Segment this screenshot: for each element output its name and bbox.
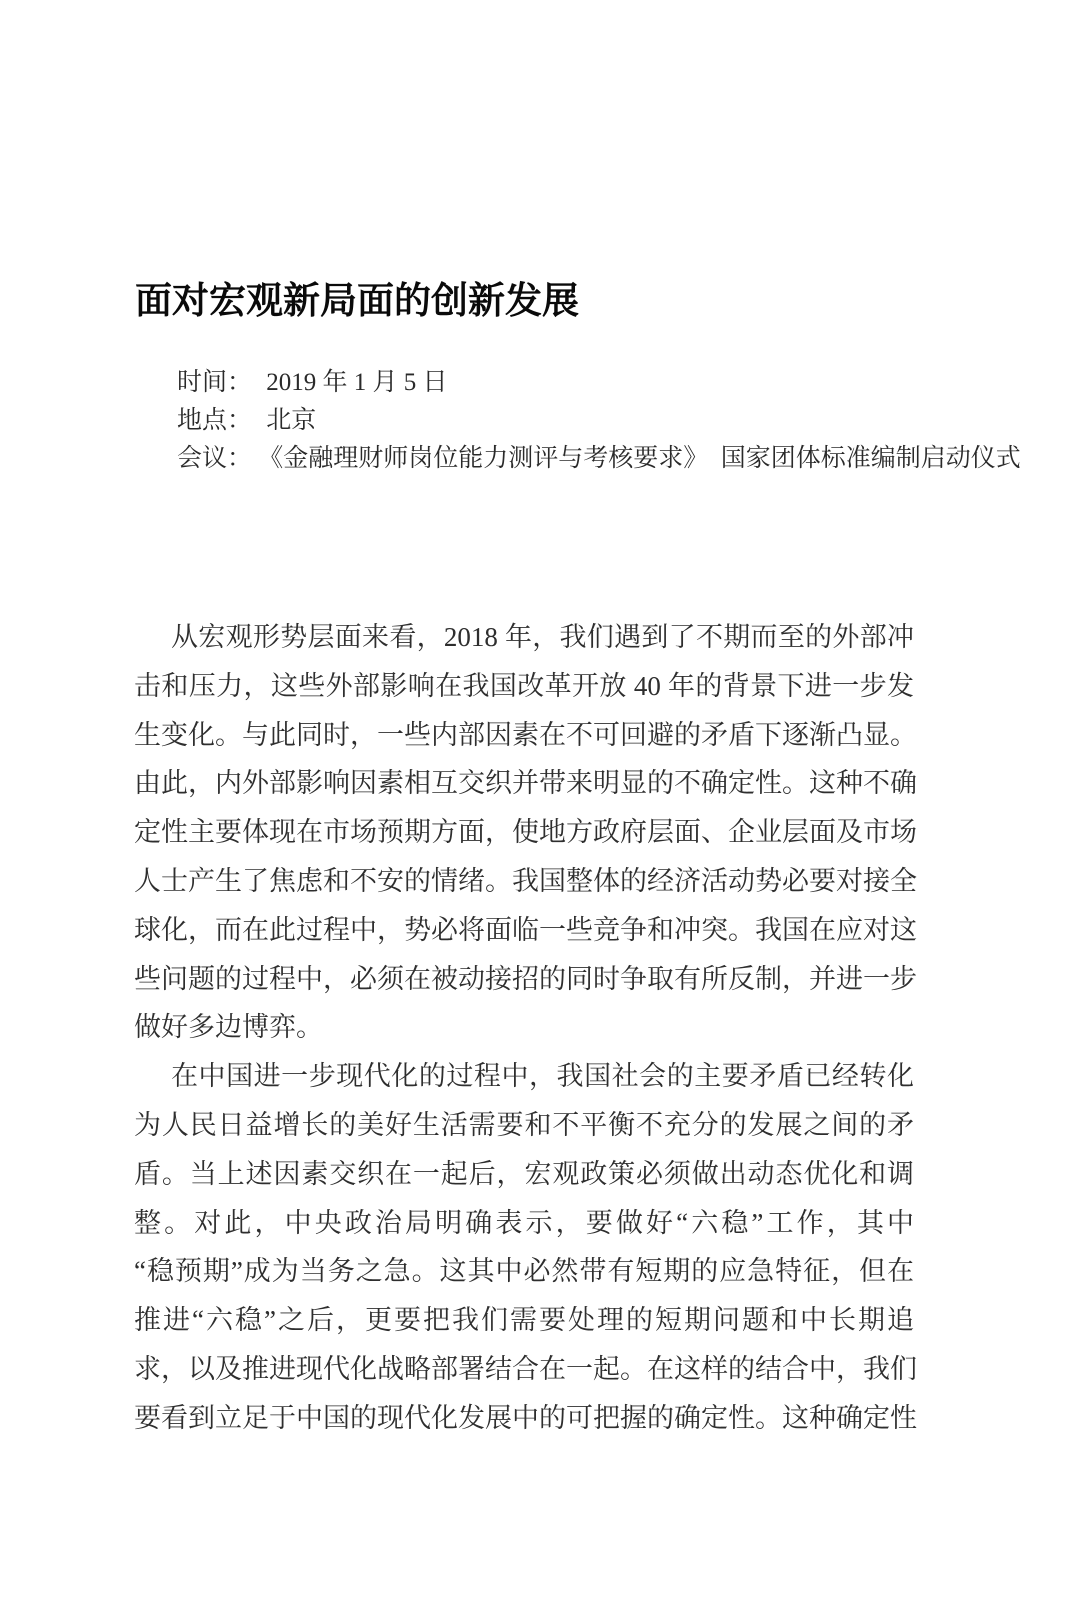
meta-row-meeting bbox=[177, 440, 1021, 478]
text-line: 在中国进一步现代化的过程中，我国社会的主要矛盾已经转化 bbox=[171, 1061, 914, 1092]
text-line: 为人民日益增长的美好生活需要和不平衡不充分的发展之间的矛 bbox=[134, 1109, 914, 1140]
text-line: 些问题的过程中，必须在被动接招的同时争取有所反制，并进一步 bbox=[134, 963, 917, 994]
meta-place-label: 地点： bbox=[177, 407, 253, 434]
paragraph-1 bbox=[134, 613, 917, 1052]
meta-meeting-value: 《金融理财师岗位能力测评与考核要求》 国家团体标准编制启动仪式 bbox=[258, 445, 1021, 472]
text-line: 推进“六稳”之后，更要把我们需要处理的短期问题和中长期追 bbox=[134, 1305, 914, 1336]
text-line: “稳预期”成为当务之急。这其中必然带有短期的应急特征，但在 bbox=[134, 1256, 914, 1287]
meta-time-label: 时间： bbox=[177, 369, 253, 396]
text-line: 定性主要体现在市场预期方面，使地方政府层面、企业层面及市场 bbox=[134, 817, 917, 848]
text-line: 要看到立足于中国的现代化发展中的可把握的确定性。这种确定性 bbox=[134, 1402, 917, 1433]
body-text bbox=[134, 613, 917, 1443]
meta-place-value: 北京 bbox=[266, 407, 317, 434]
text-line: 击和压力，这些外部影响在我国改革开放 40 年的背景下进一步发 bbox=[134, 670, 914, 701]
paragraph-2 bbox=[134, 1052, 917, 1442]
meta-meeting-label: 会议： bbox=[177, 445, 253, 472]
text-line: 盾。当上述因素交织在一起后，宏观政策必须做出动态优化和调 bbox=[134, 1158, 914, 1189]
meta-row-place bbox=[177, 402, 1021, 440]
text-line: 人士产生了焦虑和不安的情绪。我国整体的经济活动势必要对接全 bbox=[134, 865, 917, 896]
text-line: 球化，而在此过程中，势必将面临一些竞争和冲突。我国在应对这 bbox=[134, 914, 917, 945]
meta-row-time bbox=[177, 364, 1021, 402]
text-line: 求，以及推进现代化战略部署结合在一起。在这样的结合中，我们 bbox=[134, 1353, 917, 1384]
text-line: 生变化。与此同时，一些内部因素在不可回避的矛盾下逐渐凸显。 bbox=[134, 719, 917, 750]
text-line: 从宏观形势层面来看，2018 年，我们遇到了不期而至的外部冲 bbox=[171, 622, 914, 652]
text-line: 整。对此，中央政治局明确表示，要做好“六稳”工作，其中 bbox=[134, 1207, 914, 1238]
meta-time-value: 2019 年 1 月 5 日 bbox=[266, 369, 448, 396]
meta-block bbox=[177, 364, 1021, 478]
text-line: 做好多边博弈。 bbox=[134, 1012, 323, 1043]
page-title: 面对宏观新局面的创新发展 bbox=[135, 281, 579, 322]
text-line: 由此，内外部影响因素相互交织并带来明显的不确定性。这种不确 bbox=[134, 768, 917, 799]
